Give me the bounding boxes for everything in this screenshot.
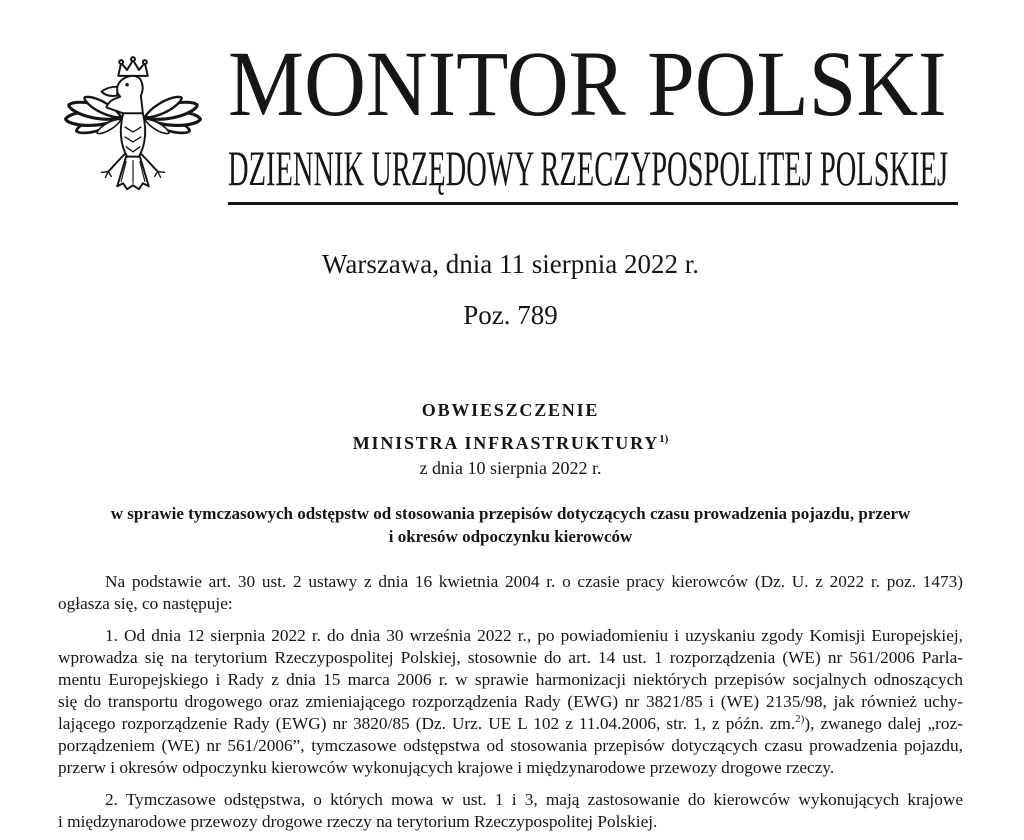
masthead-subtitle: DZIENNIK URZĘDOWY RZECZYPOSPOLITEJ POLSKIEJ [228, 140, 949, 196]
act-subject-title [58, 502, 963, 548]
paragraph-line: się do transportu drogowego oraz zmieniającego rozporządzenia Rady (EWG) nr 3821/85 i (WE) 2135/98, jak również uchy- [58, 692, 963, 711]
paragraph [58, 789, 963, 833]
act-date: z dnia 10 sierpnia 2022 r. [419, 458, 602, 478]
paragraph-line: Na podstawie art. 30 ust. 2 ustawy z dnia 16 kwietnia 2004 r. o czasie pracy kierowców (Dz. U. z 2022 r. poz. 1473) [105, 572, 963, 591]
paragraph-line: porządzeniem (WE) nr 561/2006”, tymczasowe odstępstwa od stosowania przepisów dotyczących czasu prowadzenia pojazdu, [58, 736, 963, 755]
paragraph [58, 571, 963, 615]
paragraph-line: i międzynarodowe przewozy drogowe rzeczy na terytorium Rzeczypospolitej Polskiej. [58, 812, 658, 831]
paragraph-line: wprowadza się na terytorium Rzeczypospolitej Polskiej, stosownie do art. 14 ust. 1 rozporządzenia (WE) nr 561/2006 Parla- [58, 648, 963, 667]
act-issuer-text: MINISTRA INFRASTRUKTURY [352, 433, 660, 453]
subject-line: i okresów odpoczynku kierowców [388, 527, 633, 546]
act-issuer-heading [58, 428, 963, 454]
paragraph-line: mentu Europejskiego i Rady z dnia 15 marca 2006 r. w sprawie harmonizacji niektórych przepisów socjalnych odnoszących [58, 670, 963, 689]
footnote-ref-1: 1) [659, 433, 669, 445]
paragraph-line: 1. Od dnia 12 sierpnia 2022 r. do dnia 30 września 2022 r., po powiadomieniu i uzyskaniu zgody Komisji Europejskiej, [105, 626, 963, 645]
position-number: Poz. 789 [463, 300, 558, 330]
paragraph-line: przerw i okresów odpoczynku kierowców wykonujących krajowe i międzynarodowe przewozy drogowe rzeczy. [58, 758, 835, 777]
masthead-divider-rule [228, 202, 958, 205]
eagle-icon [64, 56, 202, 214]
subject-line: w sprawie tymczasowych odstępstw od stosowania przepisów dotyczących czasu prowadzenia pojazdu, przerw [110, 504, 911, 523]
polish-eagle-emblem [64, 56, 202, 214]
dateline: Warszawa, dnia 11 sierpnia 2022 r. [322, 249, 699, 279]
act-type-heading: OBWIESZCZENIE [421, 400, 600, 420]
paragraph-line: ogłasza się, co następuje: [58, 594, 233, 613]
masthead-title: MONITOR POLSKI [228, 33, 947, 136]
paragraph [58, 625, 963, 779]
body-paragraphs [58, 571, 963, 833]
footnote-ref: 2) [795, 713, 805, 726]
paragraph-line: lającego rozporządzenie Rady (EWG) nr 3820/85 (Dz. Urz. UE L 102 z 11.04.2006, str. 1, z późn. zm.$^{2)}$), zwanego dalej „roz- [58, 713, 963, 733]
paragraph-line: 2. Tymczasowe odstępstwa, o których mowa w ust. 1 i 3, mają zastosowanie do kierowców wykonujących krajowe [105, 790, 963, 809]
